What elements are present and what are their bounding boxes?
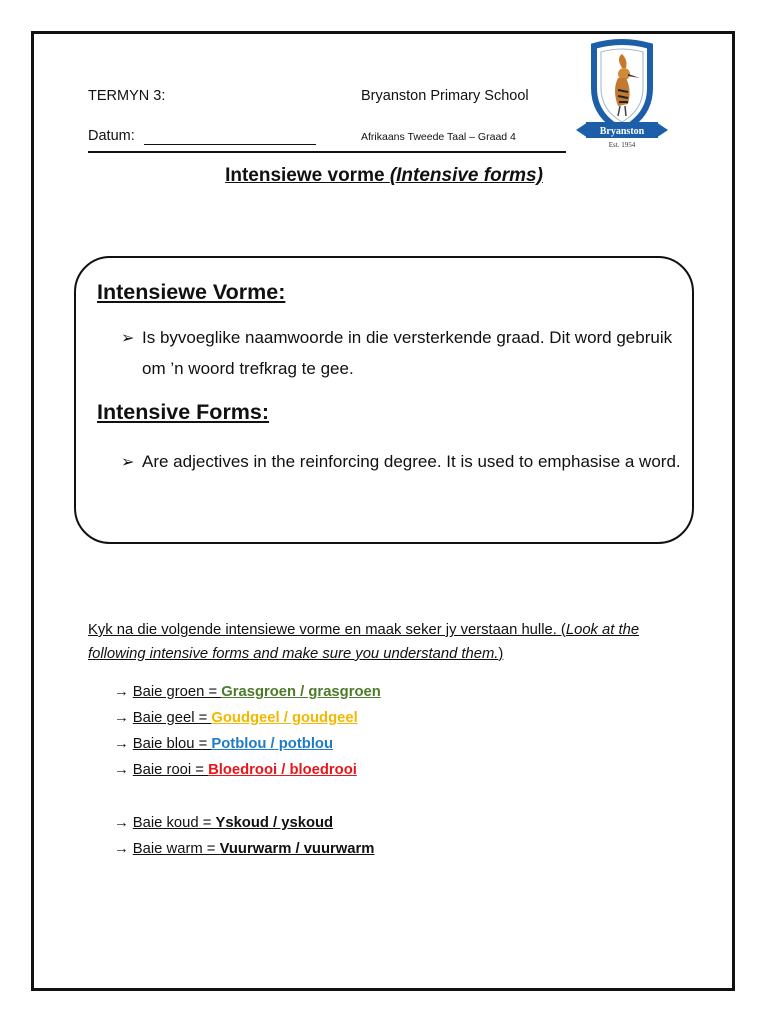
instruction-close: ) [498,646,504,662]
arrow-icon: → [114,736,129,752]
item-plain: Baie rooi = [132,762,209,778]
list-item [114,684,381,700]
instruction-english: Look at the following intensive forms and make sure you understand them. [88,622,640,662]
crest-est: Est. 1954 [608,141,636,149]
crest-name: Bryanston [599,126,645,137]
arrow-icon: → [114,841,129,857]
school-name: Bryanston Primary School [361,88,529,104]
instruction-text [88,618,678,666]
item-intensive: Vuurwarm / vuurwarm [219,841,375,857]
list-item [114,815,333,831]
date-label: Datum: [88,128,135,144]
list-item [114,762,357,778]
worksheet-title [0,165,768,187]
subject-grade: Afrikaans Tweede Taal – Graad 4 [361,131,516,143]
item-plain: Baie koud = [132,815,216,831]
school-crest-logo [572,38,672,150]
header-divider [88,151,566,153]
arrow-icon: → [114,684,129,700]
list-item [114,736,333,752]
item-intensive: Goudgeel / goudgeel [211,710,358,726]
item-intensive: Yskoud / yskoud [215,815,334,831]
list-item [114,710,358,726]
date-fill-line [144,144,316,145]
heading-english: Intensive Forms: [97,400,270,424]
arrow-icon: → [114,762,129,778]
title-main: Intensiewe vorme [225,165,390,186]
arrow-icon: → [114,710,129,726]
bullet-icon: ➢ [121,454,135,471]
item-plain: Baie geel = [132,710,212,726]
item-intensive: Grasgroen / grasgroen [221,684,381,700]
item-intensive: Bloedrooi / bloedrooi [208,762,357,778]
instruction-afrikaans: Kyk na die volgende intensiewe vorme en maak seker jy verstaan hulle. ( [88,622,566,638]
item-intensive: Potblou / potblou [211,736,334,752]
term-label: TERMYN 3: [88,88,166,104]
arrow-icon: → [114,815,129,831]
bullet-icon: ➢ [121,330,135,347]
item-plain: Baie warm = [132,841,220,857]
heading-afrikaans: Intensiewe Vorme: [97,280,286,304]
item-plain: Baie groen = [132,684,222,700]
definition-english: Are adjectives in the reinforcing degree. It is used to emphasise a word. [142,452,681,471]
list-item [114,841,374,857]
definition-afrikaans: Is byvoeglike naamwoorde in die versterkende graad. Dit word gebruik om ’n woord trefkrag te gee. [142,328,673,378]
item-plain: Baie blou = [132,736,212,752]
title-translation: (Intensive forms) [389,165,543,186]
